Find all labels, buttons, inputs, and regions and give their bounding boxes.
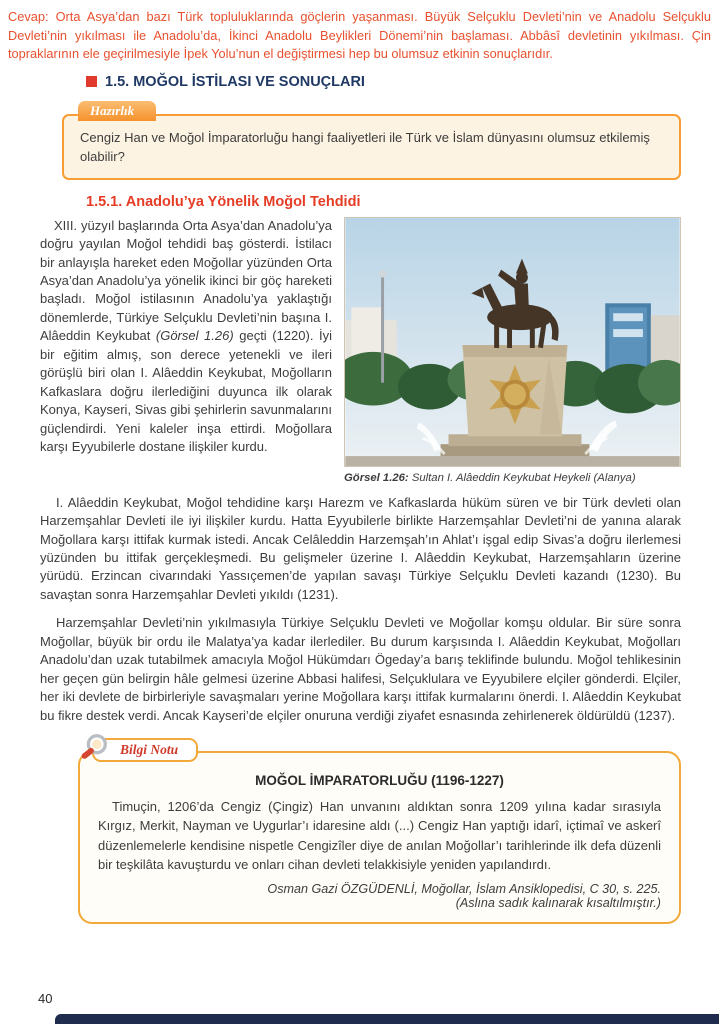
paragraph-1-text-cont: geçti (1220). İyi bir eğitim almış, son derece yetenekli ve ileri görüşlü biri olan I. Alâeddin Keykubat, Moğolların Kafkaslara doğru ilerlediğini duyunca ilk olarak Konya, Kayseri, Sivas gibi şehirlerin savunmalarını güçlendirdi. Yeni kaleler inşa ettirdi. Moğollara karşı Eyyubilerle dostane ilişkiler kurdu.: [40, 328, 332, 455]
paragraph-1-text: XIII. yüzyıl başlarında Orta Asya’dan Anadolu’ya doğru yayılan Moğol tehdidi baş gösterdi. İstilacı bir anlayışla hareket eden Moğollar yüzünden Orta Asya’dan Anadolu’ya yönelik ikinci bir göç hareketi başladı. Moğol istilasının Anadolu’ya yaklaştığı dönemlerde, Türkiye Selçuklu Devleti’nin başına I. Alâeddin Keykubat: [40, 217, 332, 344]
bilgi-notu-source: Osman Gazi ÖZGÜDENLİ, Moğollar, İslam Ansiklopedisi, C 30, s. 225.: [267, 882, 661, 897]
bilgi-notu-box: [78, 742, 681, 924]
bilgi-notu-body: Timuçin, 1206’da Cengiz (Çingiz) Han unvanını aldıktan sonra 1209 yılına kadar sırasıyla Kırgız, Merkit, Nayman ve Uygurlar’ı idaresine aldı (...) Cengiz Han yaptığı idarî, içtimaî ve askerî düzenlemelerle kendisine nispetle Cengizîler diye de anılan Moğollar’ı tarihlerinde ilk defa düzenli bir teşkilâta kavuşturdu ve onları cihan devleti telakkisiyle yeniden yapılandırdı.: [98, 799, 661, 872]
paragraph-2: I. Alâeddin Keykubat, Moğol tehdidine karşı Harezm ve Kafkaslarda hüküm süren ve bir Türk devleti olan Harzemşahlar Devleti ile iyi ilişkiler kurdu. Hatta Eyyubilerle birlikte Harzemşahlar Devleti’ni de yanına alarak Moğollara karşı ittifak kurmak istedi. Ancak Celâleddin Harzemşah’ın Ahlat’ı işgal edip Sivas’a doğru ilerlemesi yüzünden bu ittifak gerçekleşmedi. Bu gelişmeler üzerine I. Alâeddin Keykubat, Harzemşahların üzerine yürüdü. Erzincan civarındaki Yassıçemen’de yapılan savaşı Türkiye Selçuklu Devleti kazandı (1230). Bu savaştan sonra Harzemşahlar Devleti yıkıldı (1231).: [40, 494, 681, 602]
figure-caption-label: Görsel 1.26:: [344, 471, 409, 484]
page-edge-bar: [55, 1014, 719, 1024]
subsection-title: 1.5.1. Anadolu’ya Yönelik Moğol Tehdidi: [86, 193, 361, 210]
hazirlik-tab-label: Hazırlık: [78, 101, 156, 121]
paragraph-3: Harzemşahlar Devleti’nin yıkılmasıyla Türkiye Selçuklu Devleti ve Moğollar komşu oldular. Bir süre sonra Moğollar, büyük bir ordu ile Malatya’ya kadar ilerlediler. Bu durum karşısında I. Alâeddin Keykubat, Moğolları Anadolu’dan uzak tutabilmek amacıyla Moğol Hükümdarı Ögeday’a barış teklifinde bulundu. Moğol tehlikesinin her geçen gün belirgin hâle gelmesi üzerine Abbasi halifesi, Selçuklulara ve Eyyubilere elçiler gönderdi. Elçiler, her iki devlete de birbirleriyle savaşmaları yerine Moğollara karşı ittifak kurmalarını önerdi. I. Alâeddin Keykubat bu fikre destek verdi. Ancak Kayseri’de elçiler onuruna verdiği ziyafet esnasında zehirlenerek öldürüldü (1237).: [40, 615, 681, 723]
hazirlik-question: Cengiz Han ve Moğol İmparatorluğu hangi faaliyetleri ile Türk ve İslam dünyasını olumsuz etkilemiş olabilir?: [80, 129, 650, 165]
content-row: [40, 217, 681, 484]
statue-photo: [344, 217, 681, 467]
figure-reference: (Görsel 1.26): [155, 328, 234, 344]
figure-caption: [344, 472, 681, 484]
answer-text: Cevap: Orta Asya’dan bazı Türk topluluklarında göçlerin yaşanması. Büyük Selçuklu Devleti’nin ve Anadolu Selçuklu Devleti’nin yıkılması ile Anadolu’da, İkinci Anadolu Beylikleri Dönemi’nin başlaması. Abbâsî devletinin yıkılması. Çin topraklarının ele geçirilmesiyle İpek Yolu’nun el değiştirmesi hep bu olumsuz etkinin sonuçlarıdır.: [8, 9, 711, 62]
statue-illustration: [345, 218, 680, 466]
bilgi-notu-title: MOĞOL İMPARATORLUĞU (1196-1227): [255, 773, 504, 789]
magnifier-icon: [78, 732, 110, 768]
bilgi-notu-note: (Aslına sadık kalınarak kısaltılmıştır.): [455, 896, 661, 911]
hazirlik-box: [62, 102, 681, 180]
bilgi-notu-tab: [92, 738, 198, 762]
figure-gorsel-1-26: [344, 217, 681, 484]
section-title: 1.5. MOĞOL İSTİLASI VE SONUÇLARI: [105, 73, 365, 90]
page-number: 40: [38, 991, 53, 1006]
bilgi-notu-tab-label: Bilgi Notu: [120, 742, 179, 758]
figure-caption-text: Sultan I. Alâeddin Keykubat Heykeli (Alanya): [408, 471, 636, 484]
section-bullet: [86, 76, 97, 87]
section-header: [86, 74, 681, 90]
paragraph-1: [40, 217, 332, 457]
